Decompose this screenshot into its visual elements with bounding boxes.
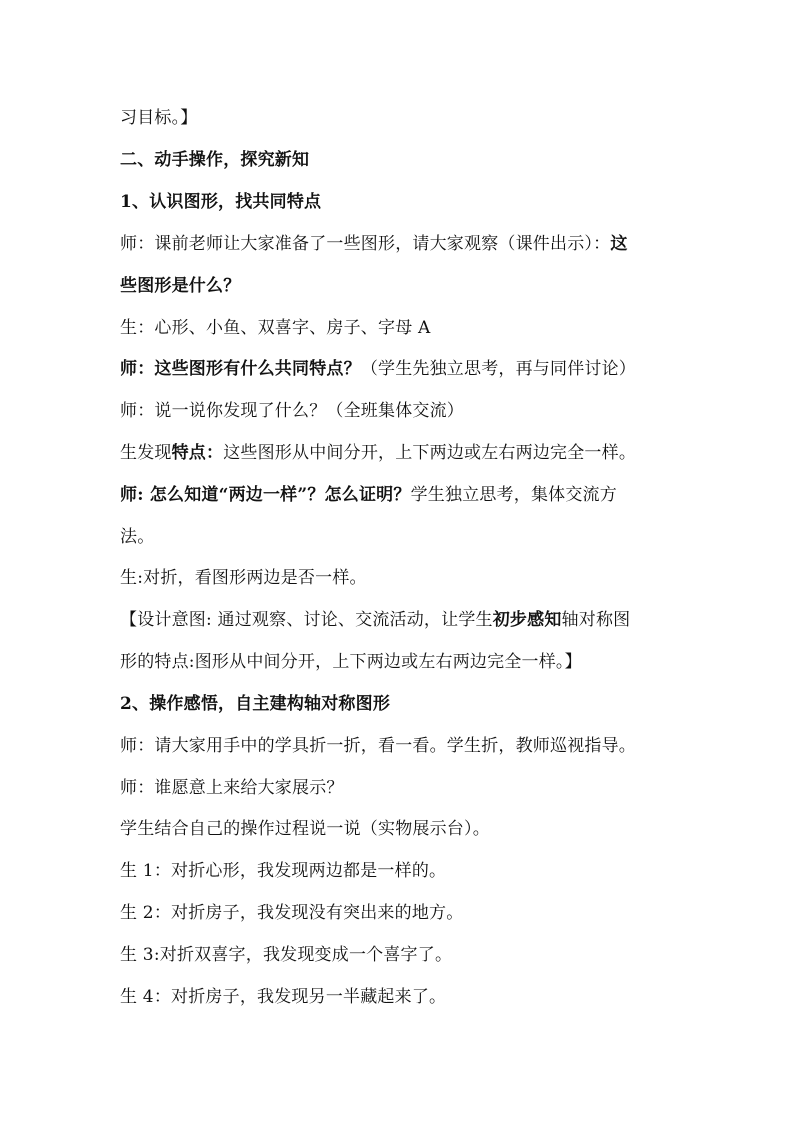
paragraph-line — [120, 483, 680, 507]
bold-text: 2、操作感悟，自主建构轴对称图形 — [120, 694, 391, 714]
bold-text: 师：这些图形有什么共同特点？ — [120, 359, 361, 379]
text-run: （学生先独立思考，再与同伴讨论） — [360, 359, 637, 379]
bold-text: 1、认识图形，找共同特点 — [120, 192, 322, 212]
text-run: 【设计意图: 通过观察、讨论、交流活动，让学生 — [120, 610, 493, 630]
bold-text: 特点： — [171, 443, 224, 463]
text-run: 生发现 — [120, 443, 172, 463]
text-run: 形的特点:图形从中间分开，上下两边或左右两边完全一样。】 — [120, 652, 582, 672]
paragraph-line — [120, 441, 680, 465]
paragraph-line — [120, 776, 680, 800]
paragraph-line — [120, 734, 680, 758]
paragraph-line — [120, 357, 680, 381]
text-run: 生:对折，看图形两边是否一样。 — [120, 568, 367, 588]
text-run: 生 3:对折双喜字，我发现变成一个喜字了。 — [120, 945, 453, 965]
text-run: 习目标。】 — [120, 108, 198, 128]
text-run: 生 2：对折房子，我发现没有突出来的地方。 — [120, 903, 464, 923]
bold-text: 师: 怎么知道“两边一样”？怎么证明？ — [120, 485, 411, 505]
text-run: 学生独立思考，集体交流方 — [410, 485, 617, 505]
paragraph-line — [120, 316, 680, 340]
bold-text: 些图形是什么？ — [120, 276, 241, 296]
text-run: 师：请大家用手中的学具折一折，看一看。学生折，教师巡视指导。 — [120, 736, 636, 756]
text-run: 生 1：对折心形，我发现两边都是一样的。 — [120, 861, 447, 881]
paragraph-line — [120, 525, 680, 549]
design-note-line — [120, 608, 680, 632]
bold-text: 这 — [610, 234, 628, 254]
text-run: 法。 — [120, 527, 155, 547]
paragraph-line — [120, 106, 680, 130]
paragraph-line — [120, 274, 680, 298]
text-run: 师：谁愿意上来给大家展示？ — [120, 778, 344, 798]
paragraph-line — [120, 943, 680, 967]
text-run: 生 4：对折房子，我发现另一半藏起来了。 — [120, 987, 447, 1007]
subsection-heading — [120, 190, 680, 214]
paragraph-line — [120, 566, 680, 590]
text-run: 生：心形、小鱼、双喜字、房子、字母 A — [120, 318, 431, 338]
paragraph-line — [120, 901, 680, 925]
text-run: 这些图形从中间分开，上下两边或左右两边完全一样。 — [223, 443, 637, 463]
text-run: 学生结合自己的操作过程说一说（实物展示台）。 — [120, 819, 490, 839]
text-run: 轴对称图 — [561, 610, 631, 630]
text-run: 师：课前老师让大家准备了一些图形，请大家观察（课件出示）： — [120, 234, 611, 254]
paragraph-line — [120, 232, 680, 256]
section-heading — [120, 148, 680, 172]
bold-text: 初步感知 — [492, 610, 562, 630]
paragraph-line — [120, 399, 680, 423]
text-run: 师：说一说你发现了什么？（全班集体交流） — [120, 401, 464, 421]
paragraph-line — [120, 985, 680, 1009]
paragraph-line — [120, 859, 680, 883]
paragraph-line — [120, 817, 680, 841]
bold-text: 二、动手操作，探究新知 — [120, 150, 310, 170]
subsection-heading — [120, 692, 680, 716]
design-note-line — [120, 650, 680, 674]
